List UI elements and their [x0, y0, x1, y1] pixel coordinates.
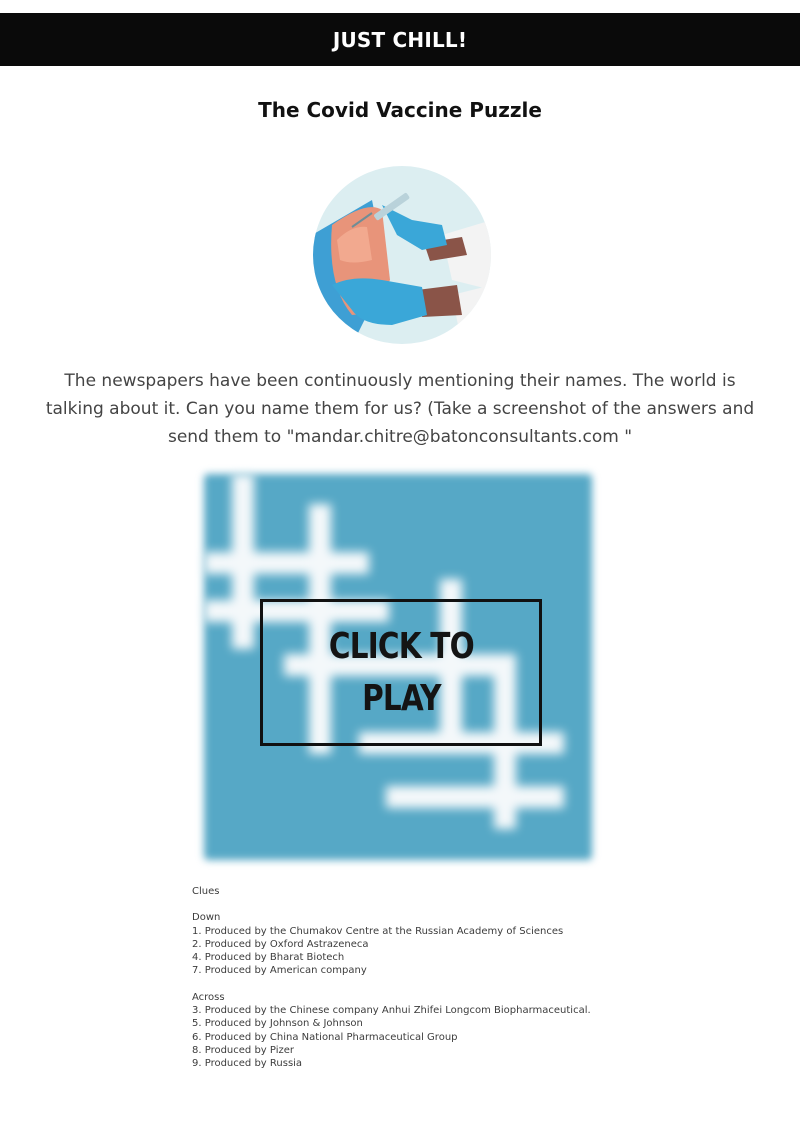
clues-heading: Clues — [192, 886, 220, 897]
clue-down-item: 2. Produced by Oxford Astrazeneca — [192, 938, 369, 950]
banner-text: JUST CHILL! — [332, 27, 468, 52]
vaccine-illustration — [312, 165, 492, 345]
clue-down-item: 7. Produced by American company — [192, 965, 367, 977]
clue-across-item: 6. Produced by China National Pharmaceutical Group — [192, 1031, 458, 1043]
click-to-play-box — [260, 599, 542, 746]
clue-across-item: 9. Produced by Russia — [192, 1058, 303, 1070]
clue-across-item: 8. Produced by Pizer — [192, 1044, 294, 1056]
top-banner — [0, 13, 800, 66]
click-to-play-label: CLICK TO PLAY — [328, 625, 474, 719]
clue-across-item: 3. Produced by the Chinese company Anhui Zhifei Longcom Biopharmaceutical. — [192, 1005, 591, 1017]
clue-down-item: 1. Produced by the Chumakov Centre at the Russian Academy of Sciences — [192, 925, 564, 937]
intro-text: The newspapers have been continuously mentioning their names. The world is talking about it. Can you name them for us? (Take a screenshot of the answers and send them to "mandar.chitre@batonconsultants.com " — [45, 371, 755, 447]
clue-across-item: 5. Produced by Johnson & Johnson — [192, 1018, 363, 1030]
across-heading: Across — [192, 991, 225, 1003]
clue-down-item: 4. Produced by Bharat Biotech — [192, 952, 345, 964]
clues-section — [192, 885, 632, 1071]
crossword-play-button[interactable] — [204, 474, 592, 860]
down-heading: Down — [192, 912, 221, 924]
page-title: The Covid Vaccine Puzzle — [258, 98, 542, 122]
